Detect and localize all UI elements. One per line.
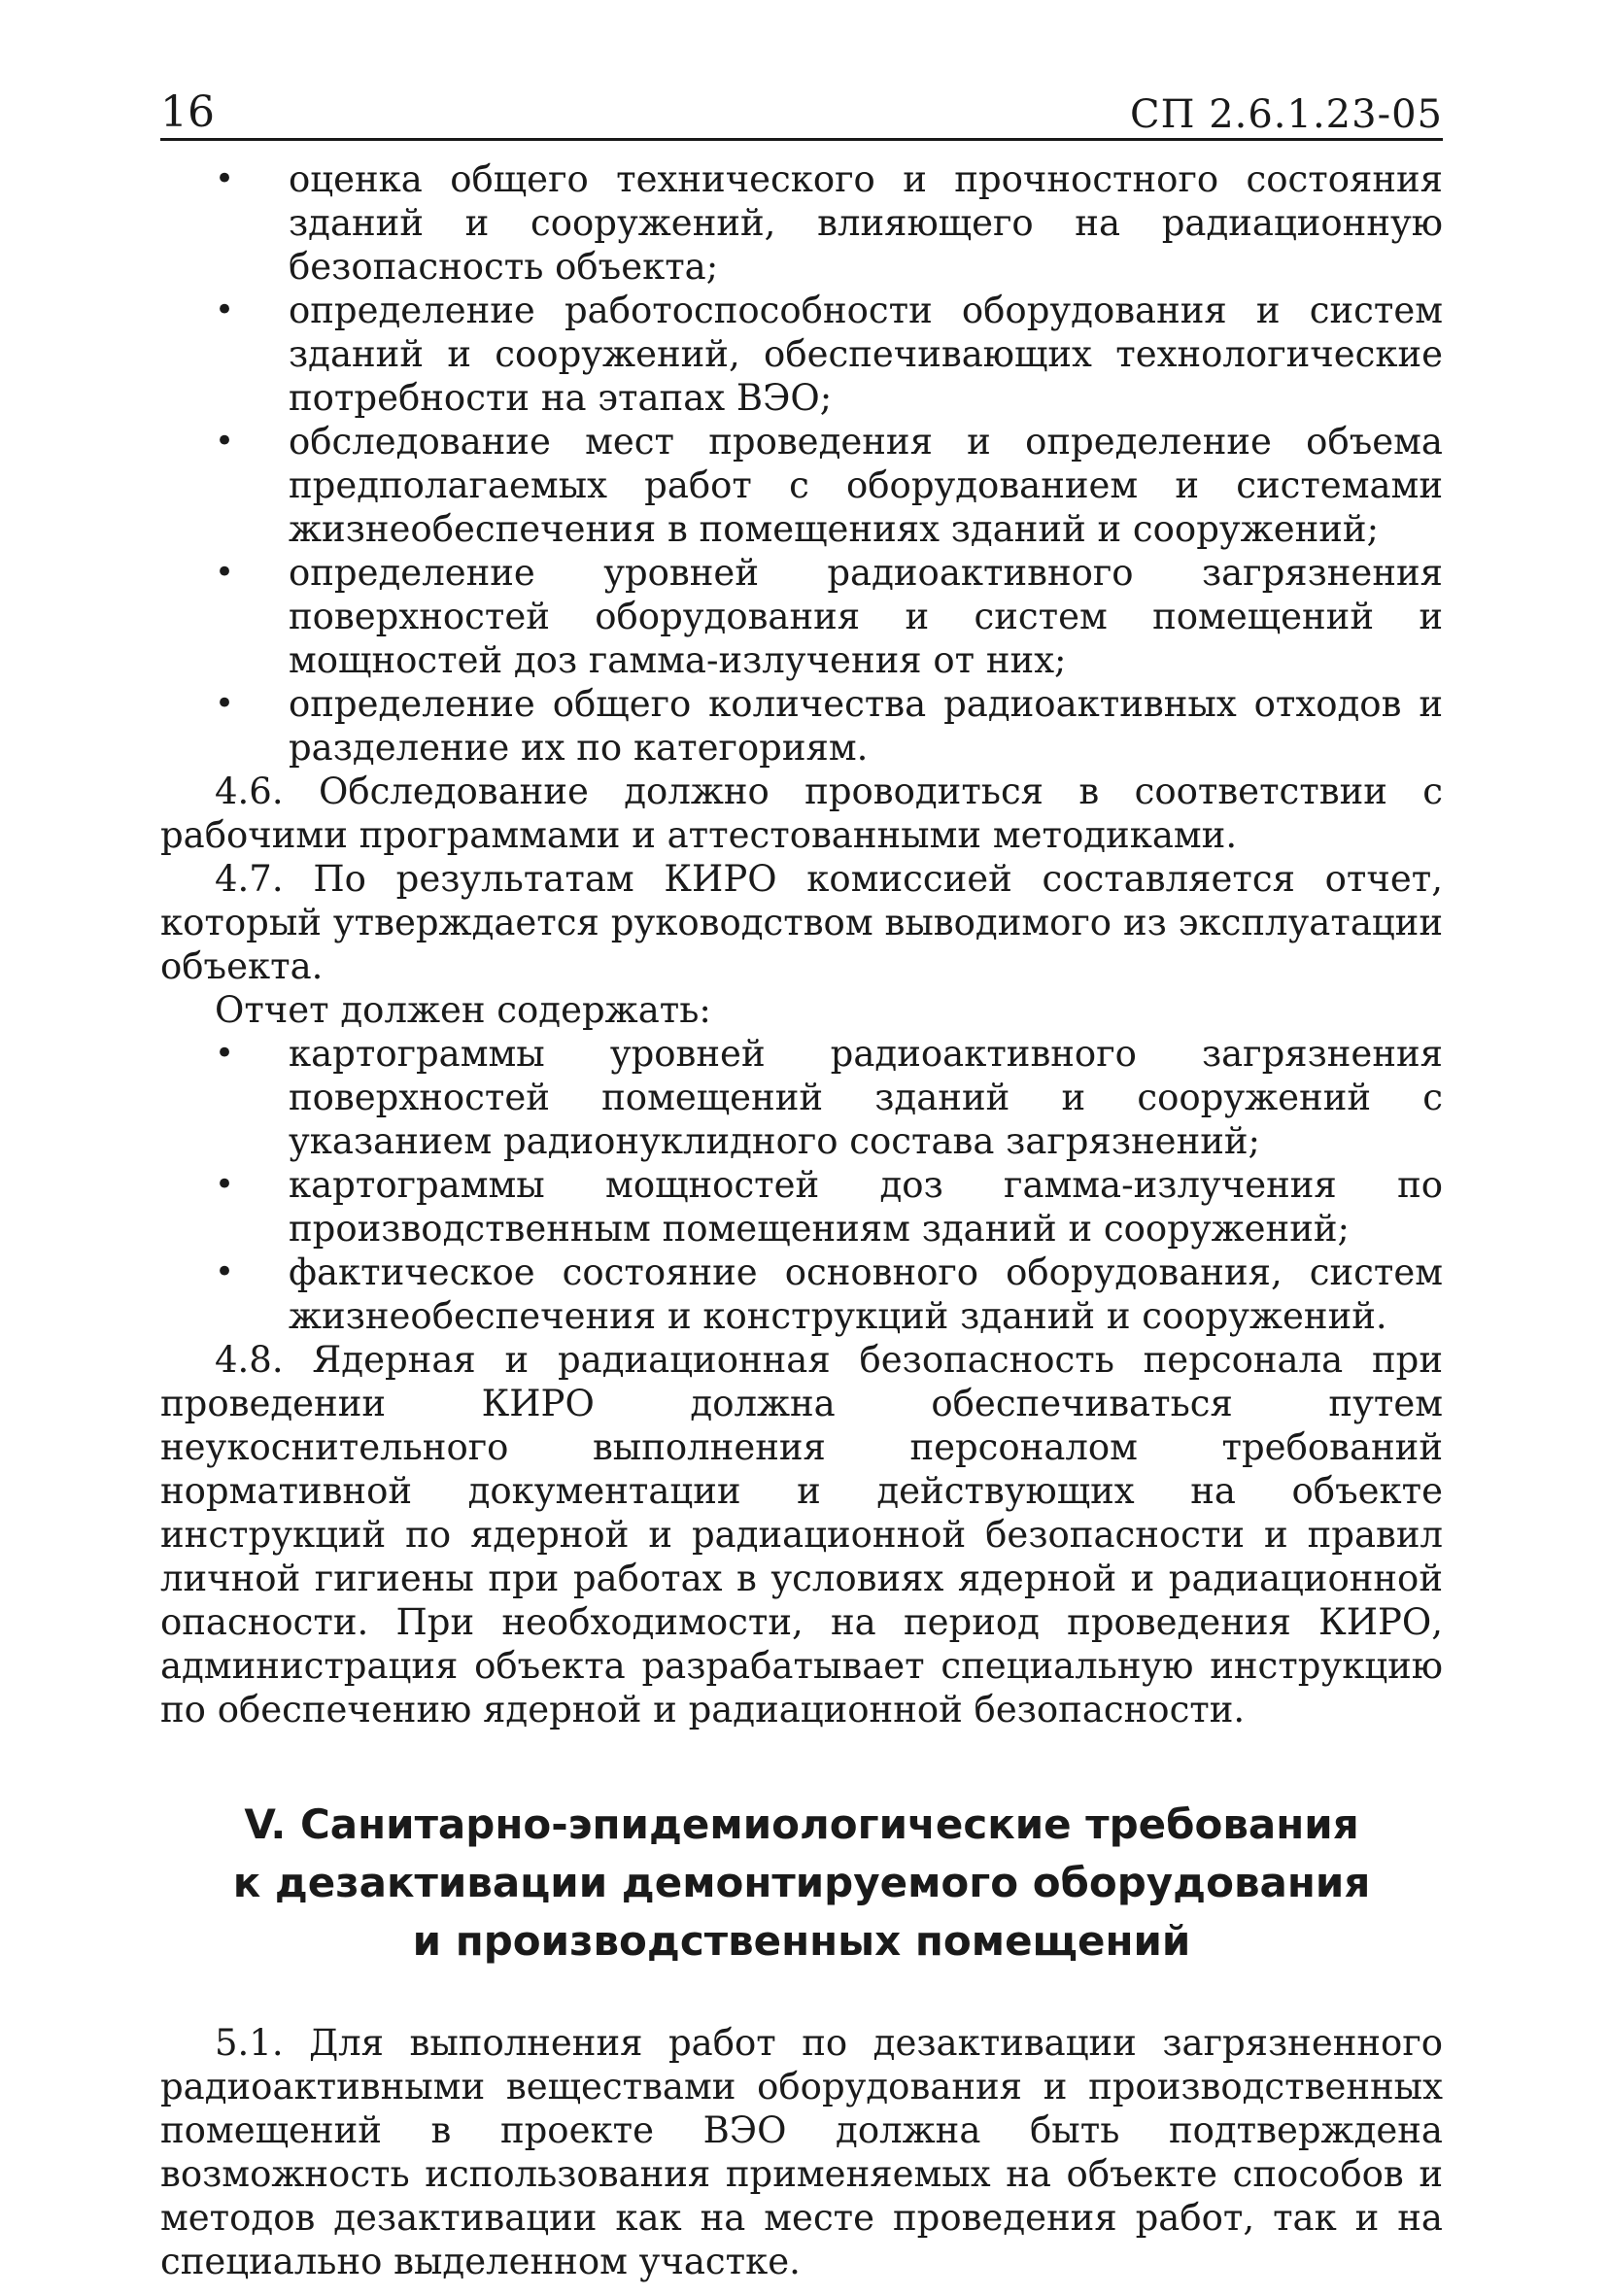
section-title <box>160 1796 1443 1970</box>
list-item <box>160 289 1443 420</box>
bullet-icon: • <box>215 1034 235 1073</box>
bullet-icon: • <box>215 291 235 329</box>
page-header <box>160 76 1443 141</box>
list-item <box>160 1032 1443 1163</box>
document-code: СП 2.6.1.23-05 <box>1129 92 1443 137</box>
list-item-text: определение работоспособности оборудования и систем зданий и сооружений, обеспечивающих технологические потребности на этапах ВЭО; <box>289 290 1443 419</box>
paragraph-4-6: 4.6. Обследование должно проводиться в соответствии с рабочими программами и аттестованными методиками. <box>160 771 1443 856</box>
list-item-text: оценка общего технического и прочностного состояния зданий и сооружений, влияющего на радиационную безопасность объекта; <box>289 158 1443 288</box>
list-item-text: определение уровней радиоактивного загрязнения поверхностей оборудования и систем помещений и мощностей доз гамма-излучения от них; <box>289 552 1443 681</box>
list-item-text: обследование мест проведения и определение объема предполагаемых работ с оборудованием и системами жизнеобеспечения в помещениях зданий и сооружений; <box>289 421 1443 550</box>
list-item <box>160 420 1443 551</box>
list-item-text: фактическое состояние основного оборудования, систем жизнеобеспечения и конструкций зданий и сооружений. <box>289 1251 1443 1337</box>
survey-tasks-list <box>160 157 1443 770</box>
report-intro: Отчет должен содержать: <box>215 989 711 1031</box>
section-title-line: и производственных помещений <box>412 1917 1191 1965</box>
list-item <box>160 1163 1443 1251</box>
list-item-text: определение общего количества радиоактивных отходов и разделение их по категориям. <box>289 683 1443 769</box>
report-contents-list <box>160 1032 1443 1338</box>
section-title-line: V. Санитарно-эпидемиологические требования <box>244 1800 1359 1848</box>
bullet-icon: • <box>215 684 235 723</box>
bullet-icon: • <box>215 1252 235 1291</box>
list-item <box>160 157 1443 289</box>
list-item-text: картограммы уровней радиоактивного загрязнения поверхностей помещений зданий и сооружений с указанием радионуклидного состава загрязнений; <box>289 1033 1443 1162</box>
list-item <box>160 551 1443 682</box>
list-item <box>160 682 1443 770</box>
list-item <box>160 1251 1443 1338</box>
list-item-text: картограммы мощностей доз гамма-излучения по производственным помещениям зданий и сооружений; <box>289 1164 1443 1250</box>
bullet-icon: • <box>215 159 235 198</box>
paragraph-4-7: 4.7. По результатам КИРО комиссией составляется отчет, который утверждается руководством выводимого из эксплуатации объекта. <box>160 858 1443 987</box>
bullet-icon: • <box>215 422 235 461</box>
bullet-icon: • <box>215 553 235 592</box>
bullet-icon: • <box>215 1165 235 1204</box>
page-content <box>160 157 1443 2283</box>
paragraph-5-1: 5.1. Для выполнения работ по дезактивации загрязненного радиоактивными веществами оборудования и производственных помещений в проекте ВЭО должна быть подтверждена возможность использования применяемых на объекте способов и методов дезактивации как на месте проведения работ, так и на специально выделенном участке. <box>160 2022 1443 2282</box>
paragraph-4-8: 4.8. Ядерная и радиационная безопасность персонала при проведении КИРО должна обеспечиваться путем неукоснительного выполнения персоналом требований нормативной документации и действующих на объекте инструкций по ядерной и радиационной безопасности и правил личной гигиены при работах в условиях ядерной и радиационной опасности. При необходимости, на период проведения КИРО, администрация объекта разрабатывает специальную инструкцию по обеспечению ядерной и радиационной безопасности. <box>160 1339 1443 1731</box>
section-title-line: к дезактивации демонтируемого оборудования <box>232 1859 1371 1906</box>
page-number: 16 <box>160 87 215 137</box>
